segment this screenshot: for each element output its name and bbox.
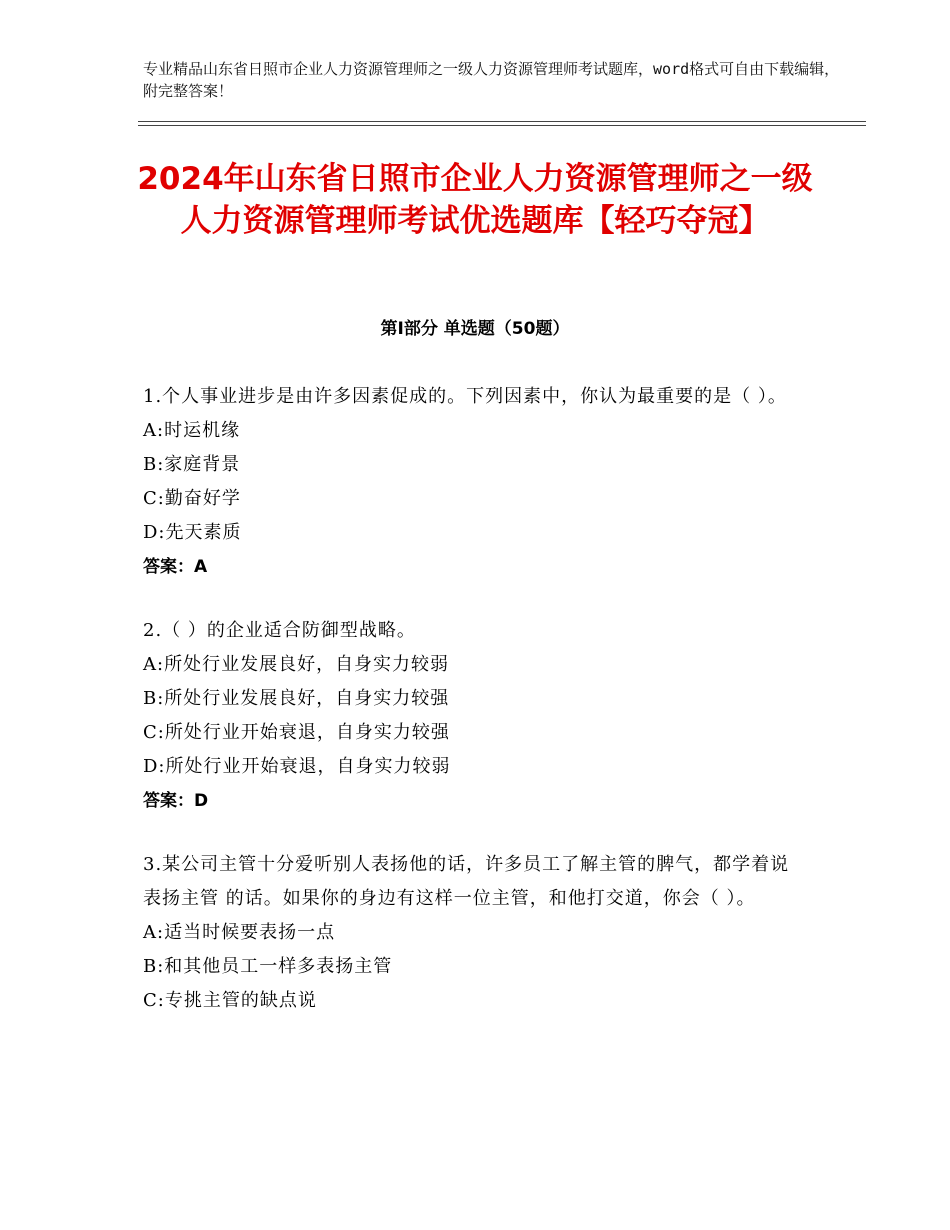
question-list — [143, 380, 803, 1048]
section-title: 第Ⅰ部分 单选题（50题） — [380, 319, 570, 339]
option-d: D:所处行业开始衰退，自身实力较弱 — [143, 756, 451, 777]
option-a: A:适当时候要表扬一点 — [143, 922, 336, 943]
option-c: C:专挑主管的缺点说 — [143, 990, 317, 1011]
document-title: 2024年山东省日照市企业人力资源管理师之一级人力资源管理师考试优选题库【轻巧夺冠】 — [137, 161, 813, 239]
question-stem: 1.个人事业进步是由许多因素促成的。下列因素中，你认为最重要的是（ ）。 — [143, 386, 787, 407]
question-stem: 3.某公司主管十分爱听别人表扬他的话，许多员工了解主管的脾气，都学着说表扬主管 的话。如果你的身边有这样一位主管，和他打交道，你会（ ）。 — [143, 854, 790, 909]
header-rule-bottom — [138, 125, 866, 126]
option-c: C:所处行业开始衰退，自身实力较强 — [143, 722, 450, 743]
option-c: C:勤奋好学 — [143, 488, 241, 509]
question-2 — [143, 614, 803, 818]
header-note: 专业精品山东省日照市企业人力资源管理师之一级人力资源管理师考试题库，word格式可自由下载编辑，附完整答案！ — [143, 60, 840, 100]
option-b: B:所处行业发展良好，自身实力较强 — [143, 688, 450, 709]
question-3 — [143, 848, 803, 1018]
option-a: A:时运机缘 — [143, 420, 241, 441]
answer-key: 答案：D — [143, 791, 209, 811]
answer-key: 答案：A — [143, 557, 208, 577]
option-b: B:家庭背景 — [143, 454, 241, 475]
header-rule-top — [138, 121, 866, 122]
option-d: D:先天素质 — [143, 522, 242, 543]
option-b: B:和其他员工一样多表扬主管 — [143, 956, 393, 977]
option-a: A:所处行业发展良好，自身实力较弱 — [143, 654, 450, 675]
question-stem: 2.（ ）的企业适合防御型战略。 — [143, 620, 416, 641]
question-1 — [143, 380, 803, 584]
